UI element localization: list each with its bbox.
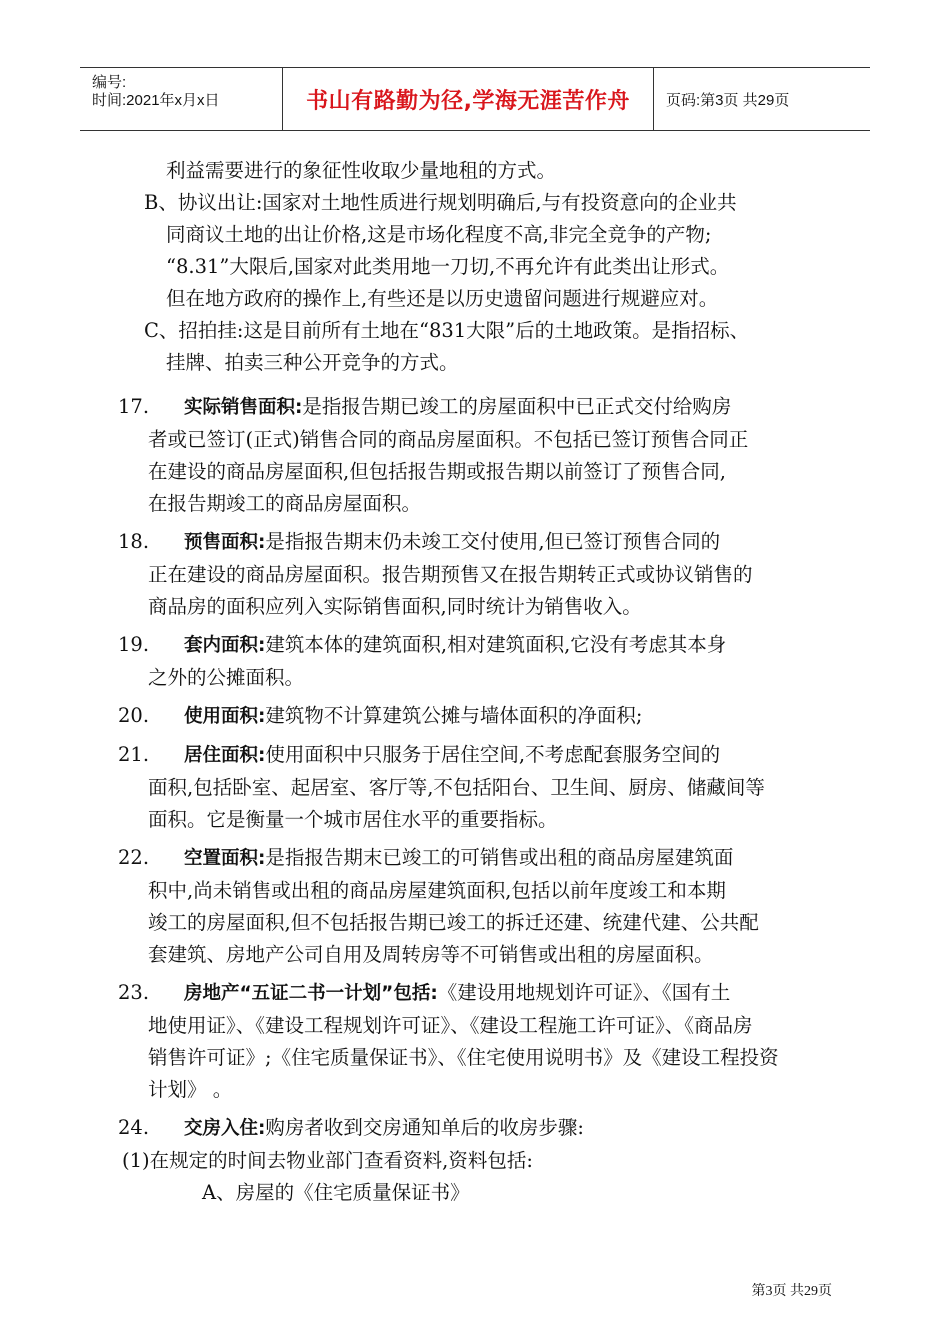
item-text: 是指报告期末已竣工的可销售或出租的商品房屋建筑面	[265, 846, 734, 869]
item-text: 套建筑、房地产公司自用及周转房等不可销售或出租的房屋面积。	[148, 943, 714, 966]
item-text: 正在建设的商品房屋面积。报告期预售又在报告期转正式或协议销售的	[148, 563, 753, 586]
list-item	[118, 700, 838, 733]
item-text: 在建设的商品房屋面积,但包括报告期或报告期以前签订了预售合同,	[148, 460, 726, 483]
header-motto-cell	[283, 68, 654, 130]
item-text: 《建设用地规划许可证》、《国有土	[437, 981, 731, 1004]
item-text: 建筑物不计算建筑公摊与墙体面积的净面积;	[265, 704, 643, 727]
header-page-cell	[654, 68, 870, 130]
intro-line: 利益需要进行的象征性收取少量地租的方式。	[166, 159, 557, 182]
item-term: 交房入住:	[184, 1118, 266, 1139]
item-number: 22.	[118, 846, 150, 869]
item-text: 建筑本体的建筑面积,相对建筑面积,它没有考虑其本身	[265, 633, 727, 656]
item-number: 17.	[118, 395, 150, 418]
list-item	[118, 977, 838, 1106]
intro-line: C、招拍挂:这是目前所有土地在“831大限”后的土地政策。是指招标、	[144, 319, 750, 342]
intro-line: 但在地方政府的操作上,有些还是以历史遗留问题进行规避应对。	[166, 287, 719, 310]
item-text: 计划》 。	[148, 1078, 233, 1101]
header-table	[80, 67, 870, 131]
header-motto: 书山有路勤为径,学海无涯苦作舟	[306, 88, 630, 114]
document-time-label: 时间:2021年x月x日	[92, 92, 220, 109]
item-text: 使用面积中只服务于居住空间,不考虑配套服务空间的	[265, 743, 721, 766]
item-number: 24.	[118, 1116, 150, 1139]
item-number: 23.	[118, 981, 150, 1004]
intro-line: “8.31”大限后,国家对此类用地一刀切,不再允许有此类出让形式。	[166, 255, 730, 278]
intro-line: 挂牌、拍卖三种公开竞争的方式。	[166, 351, 459, 374]
item-text: 在报告期竣工的商品房屋面积。	[148, 492, 422, 515]
header-page-label: 页码:第3页 共29页	[666, 91, 790, 109]
item-term: 实际销售面积:	[184, 397, 303, 418]
item-text: 是指报告期末仍未竣工交付使用,但已签订预售合同的	[265, 530, 721, 553]
item-term: 空置面积:	[184, 848, 266, 869]
list-item	[118, 629, 838, 694]
document-body	[118, 155, 838, 1209]
item-text: 地使用证》、《建设工程规划许可证》、《建设工程施工许可证》、《商品房	[148, 1014, 753, 1037]
document-number-label: 编号:	[92, 74, 127, 91]
item-text: 商品房的面积应列入实际销售面积,同时统计为销售收入。	[148, 595, 642, 618]
item-term: 居住面积:	[184, 745, 266, 766]
item-number: 19.	[118, 633, 150, 656]
list-item	[118, 842, 838, 971]
item-text: 竣工的房屋面积,但不包括报告期已竣工的拆迁还建、统建代建、公共配	[148, 911, 759, 934]
list-item	[118, 1112, 838, 1145]
item-text: 之外的公摊面积。	[148, 666, 305, 689]
item-term: 预售面积:	[184, 532, 266, 553]
item-number: 18.	[118, 530, 150, 553]
item-term: 使用面积:	[184, 706, 266, 727]
intro-line: B、协议出让:国家对土地性质进行规划明确后,与有投资意向的企业共	[144, 191, 737, 214]
list-item	[118, 739, 838, 836]
sub-line: (1)在规定的时间去物业部门查看资料,资料包括:	[122, 1149, 533, 1172]
intro-line: 同商议土地的出让价格,这是市场化程度不高,非完全竞争的产物;	[166, 223, 712, 246]
item-text: 销售许可证》;《住宅质量保证书》、《住宅使用说明书》及《建设工程投资	[148, 1046, 779, 1069]
item-text: 购房者收到交房通知单后的收房步骤:	[265, 1116, 584, 1139]
item-text: 面积,包括卧室、起居室、客厅等,不包括阳台、卫生间、厨房、储藏间等	[148, 776, 765, 799]
list-item	[118, 391, 838, 520]
item-number: 20.	[118, 704, 150, 727]
item-text: 面积。它是衡量一个城市居住水平的重要指标。	[148, 808, 558, 831]
list-item	[118, 526, 838, 623]
item-term: 房地产“五证二书一计划”包括:	[184, 983, 438, 1004]
item-text: 积中,尚未销售或出租的商品房屋建筑面积,包括以前年度竣工和本期	[148, 879, 726, 902]
item-number: 21.	[118, 743, 150, 766]
sub-line: A、房屋的《住宅质量保证书》	[202, 1181, 470, 1204]
item-text: 者或已签订(正式)销售合同的商品房屋面积。不包括已签订预售合同正	[148, 428, 749, 451]
page-footer: 第3页 共29页	[751, 1284, 832, 1299]
item-text: 是指报告期已竣工的房屋面积中已正式交付给购房	[302, 395, 732, 418]
header-meta-cell	[80, 68, 283, 130]
item-term: 套内面积:	[184, 635, 266, 656]
